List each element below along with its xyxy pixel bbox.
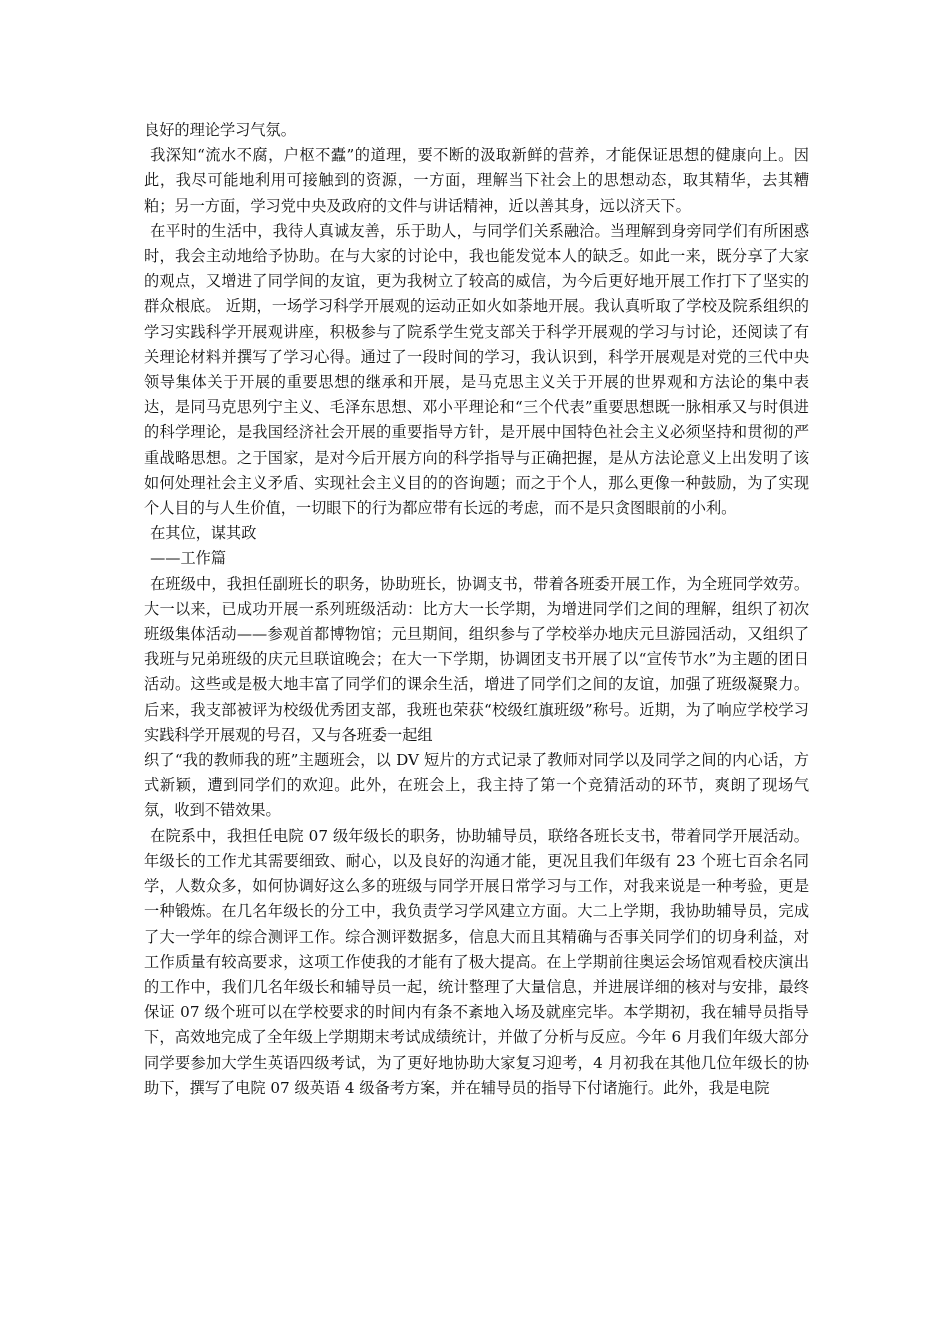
paragraph-study-attitude: 我深知“流水不腐，户枢不蠹”的道理，要不断的汲取新鲜的营养，才能保证思想的健康向上。因此，我尽可能地利用可接触到的资源，一方面，理解当下社会上的思想动态，取其精华，去其糟粕；另一方面，学习党中央及政府的文件与讲话精神，近以善其身，远以济天下。 (144, 146, 809, 215)
section-heading: 在其位，谋其政 (150, 524, 257, 543)
paragraph-class-work: 在班级中，我担任副班长的职务，协助班长，协调支书，带着各班委开展工作，为全班同学效劳。大一以来，已成功开展一系列班级活动：比方大一长学期，为增进同学们之间的理解，组织了初次班级集体活动——参观首都博物馆；元旦期间，组织参与了学校举办地庆元旦游园活动，又组织了我班与兄弟班级的庆元旦联谊晚会；在大一下学期，协调团支书开展了以“宣传节水”为主题的团日活动。这些或是极大地丰富了同学们的课余生活，增进了同学们之间的友谊，加强了班级凝聚力。后来，我支部被评为校级优秀团支部，我班也荣获“校级红旗班级”称号。近期，为了响应学校学习实践科学开展观的号召，又与各班委一起组 (144, 574, 809, 744)
document-body (144, 118, 809, 1101)
paragraph-intro-tail: 良好的理论学习气氛。 (144, 121, 296, 139)
section-subheading: ——工作篇 (150, 549, 227, 568)
paragraph-daily-life: 在平时的生活中，我待人真诚友善，乐于助人，与同学们关系融洽。当理解到身旁同学们有所困惑时，我会主动地给予协助。在与大家的讨论中，我也能发觉本人的缺乏。如此一来，既分享了大家的观点，又增进了同学间的友谊，更为我树立了较高的威信，为今后更好地开展工作打下了坚实的群众根底。 近期，一场学习科学开展观的运动正如火如荼地开展。我认真听取了学校及院系组织的学习实践科学开展观讲座，积极参与了院系学生党支部关于科学开展观的学习与讨论，还阅读了有关理论材料并撰写了学习心得。通过了一段时间的学习，我认识到，科学开展观是对党的三代中央领导集体关于开展的重要思想的继承和开展，是马克思主义关于开展的世界观和方法论的集中表达，是同马克思列宁主义、毛泽东思想、邓小平理论和“三个代表”重要思想既一脉相承又与时俱进的科学理论，是我国经济社会开展的重要指导方针，是开展中国特色社会主义必须坚持和贯彻的严重战略思想。之于国家，是对今后开展方向的科学指导与正确把握，是从方法论意义上出发明了该如何处理社会主义矛盾、实现社会主义目的的咨询题；而之于个人，那么更像一种鼓励，为了实现个人目的与人生价值，一切眼下的行为都应带有长远的考虑，而不是只贪图眼前的小利。 (144, 221, 809, 518)
paragraph-class-work-continued: 织了“我的教师我的班”主题班会，以 DV 短片的方式记录了教师对同学以及同学之间的内心话，方式新颖，遭到同学们的欢迎。此外，在班会上，我主持了第一个竞猜活动的环节，爽朗了现场气氛，收到不错效果。 (144, 751, 809, 820)
paragraph-department-work: 在院系中，我担任电院 07 级年级长的职务，协助辅导员，联络各班长支书，带着同学开展活动。年级长的工作尤其需要细致、耐心，以及良好的沟通才能，更况且我们年级有 23 个班七百余名同学，人数众多，如何协调好这么多的班级与同学开展日常学习与工作，对我来说是一种考验，更是一种锻炼。在几名年级长的分工中，我负责学习学风建立方面。大二上学期，我协助辅导员，完成了大一学年的综合测评工作。综合测评数据多，信息大而且其精确与否事关同学们的切身利益，对工作质量有较高要求，这项工作使我的才能有了极大提高。在上学期前往奥运会场馆观看校庆演出的工作中，我们几名年级长和辅导员一起，统计整理了大量信息，并进展详细的核对与安排，最终保证 07 级个班可以在学校要求的时间内有条不紊地入场及就座完毕。本学期初，我在辅导员指导下，高效地完成了全年级上学期期末考试成绩统计，并做了分析与反应。今年 6 月我们年级大部分同学要参加大学生英语四级考试，为了更好地协助大家复习迎考，4 月初我在其他几位年级长的协助下，撰写了电院 07 级英语 4 级备考方案，并在辅导员的指导下付诸施行。此外，我是电院 (144, 826, 809, 1097)
